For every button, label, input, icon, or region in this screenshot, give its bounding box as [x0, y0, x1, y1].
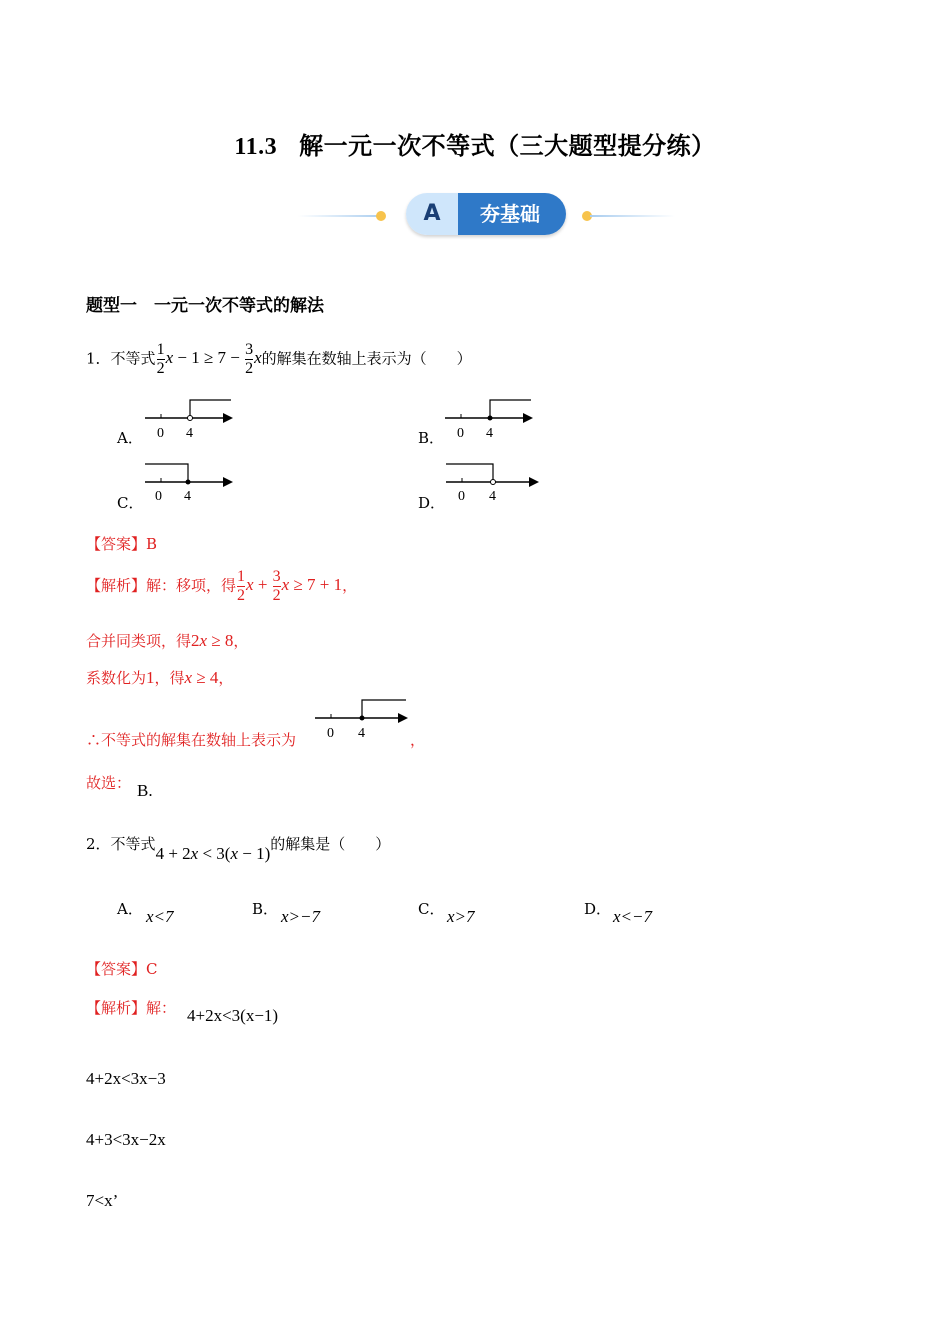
q1-inequality: $\frac{1}{2}$ x − 1 ≥ 7 − $\frac{3}{2}$ x [156, 341, 262, 377]
q2-option-d-value[interactable]: x<−7 [613, 907, 652, 926]
q1-answer-label: 【答案】 [86, 535, 147, 553]
q1-c-tick-4: 4 [184, 489, 191, 504]
q1-analysis-text-1: 解：移项，得 [146, 576, 237, 595]
q1-option-c-numberline[interactable] [143, 462, 238, 507]
q1-b-tick-0: 0 [457, 426, 464, 441]
q1-option-b-numberline[interactable] [443, 398, 538, 443]
q2-option-d-label[interactable]: D． [584, 900, 612, 918]
q1-analysis-label: 【解析】 [86, 576, 147, 595]
q1-answer-value: B [146, 535, 158, 553]
q2-answer-value: C [146, 960, 158, 978]
banner-right-line [590, 215, 675, 217]
question-2 [86, 833, 391, 863]
q1-c-tick-0: 0 [155, 489, 162, 504]
q1-option-b-label[interactable]: B． [418, 429, 445, 447]
q1-number: 1． [86, 349, 111, 368]
q2-option-b-label[interactable]: B． [252, 900, 279, 918]
q1-option-c-label[interactable]: C． [117, 494, 144, 512]
q1-answer [86, 533, 157, 554]
banner-left-line [298, 215, 383, 217]
q1-d-tick-0: 0 [458, 489, 465, 504]
question-1 [86, 341, 472, 378]
q1-a-tick-0: 0 [157, 426, 164, 441]
q2-analysis-intro: 解： [146, 999, 177, 1017]
q1-suffix: 的解集在数轴上表示为（ ） [261, 349, 472, 368]
q1-step-3: x ≥ 4 [184, 668, 219, 687]
q1-d-tick-4: 4 [489, 489, 496, 504]
q1-option-d-label[interactable]: D． [418, 494, 446, 512]
q1-option-a-numberline[interactable] [143, 398, 238, 443]
q1-step-1: $\frac{1}{2}$ x + $\frac{3}{2}$ x ≥ 7 + 1 [237, 568, 343, 604]
q2-option-c-value[interactable]: x>7 [447, 907, 475, 926]
title-text: 解一元一次不等式（三大题型提分练） [299, 132, 716, 160]
q1-analysis-numberline [313, 698, 413, 743]
q1-analysis-text-6: 故选： [86, 774, 132, 792]
q2-step-2: 4+2x<3x−3 [86, 1069, 166, 1088]
q2-inequality: 4 + 2x < 3(x − 1) [155, 844, 271, 863]
q1-option-a-label[interactable]: A． [117, 429, 143, 447]
q1-a-tick-4: 4 [186, 426, 193, 441]
q1-option-d-numberline[interactable] [444, 462, 544, 507]
q1-analysis-tick-4: 4 [358, 726, 365, 741]
q1-analysis-text-2: 合并同类项，得 [86, 632, 192, 650]
q1-analysis-comma: ， [410, 731, 426, 749]
q2-answer [86, 958, 158, 979]
q2-prefix: 不等式 [110, 835, 156, 853]
q1-analysis-line-4 [86, 729, 296, 750]
q1-analysis-text-5: ∴不等式的解集在数轴上表示为 [86, 731, 297, 749]
q1-analysis-tick-0: 0 [327, 726, 334, 741]
q2-analysis-line-1 [86, 997, 176, 1018]
q1-analysis-text-3: 系数化为 [86, 669, 147, 687]
q2-option-b-value[interactable]: x>−7 [281, 907, 320, 926]
q1-analysis-line-2: 合并同类项，得2x ≥ 8， [86, 631, 249, 650]
q1-analysis-line-5 [86, 772, 131, 793]
banner-left-dot [376, 211, 386, 221]
q2-option-a-label[interactable]: A． [117, 900, 143, 918]
section-banner [406, 193, 566, 235]
q1-b-tick-4: 4 [486, 426, 493, 441]
q1-analysis-line-1: 【解析】解：移项，得 $\frac{1}{2}$ x + $\frac{3}{2}$ x ≥ 7 + 1， [86, 568, 358, 604]
q1-analysis-line-3: 系数化为1，得x ≥ 4， [86, 668, 234, 687]
q1-prefix: 不等式 [110, 349, 156, 368]
q2-number: 2． [86, 835, 111, 853]
q2-analysis-label: 【解析】 [86, 999, 147, 1017]
q1-analysis-text-4: ，得 [154, 669, 185, 687]
q1-step-2: 2x ≥ 8 [191, 631, 234, 650]
page-title [0, 126, 950, 161]
q1-analysis-choice: B. [137, 781, 153, 800]
banner-label: 夯基础 [454, 193, 566, 235]
q2-step-1: 4+2x<3(x−1) [187, 1006, 279, 1025]
q2-step-3: 4+3<3x−2x [86, 1130, 166, 1149]
q2-answer-label: 【答案】 [86, 960, 147, 978]
q2-option-c-label[interactable]: C． [418, 900, 445, 918]
title-number: 11.3 [234, 134, 278, 160]
banner-letter: A [406, 193, 458, 235]
section-heading: 题型一 一元一次不等式的解法 [86, 296, 324, 316]
q2-option-a-value[interactable]: x<7 [146, 907, 174, 926]
q2-suffix: 的解集是（ ） [270, 835, 391, 853]
q2-step-4: 7<x’ [86, 1191, 119, 1210]
